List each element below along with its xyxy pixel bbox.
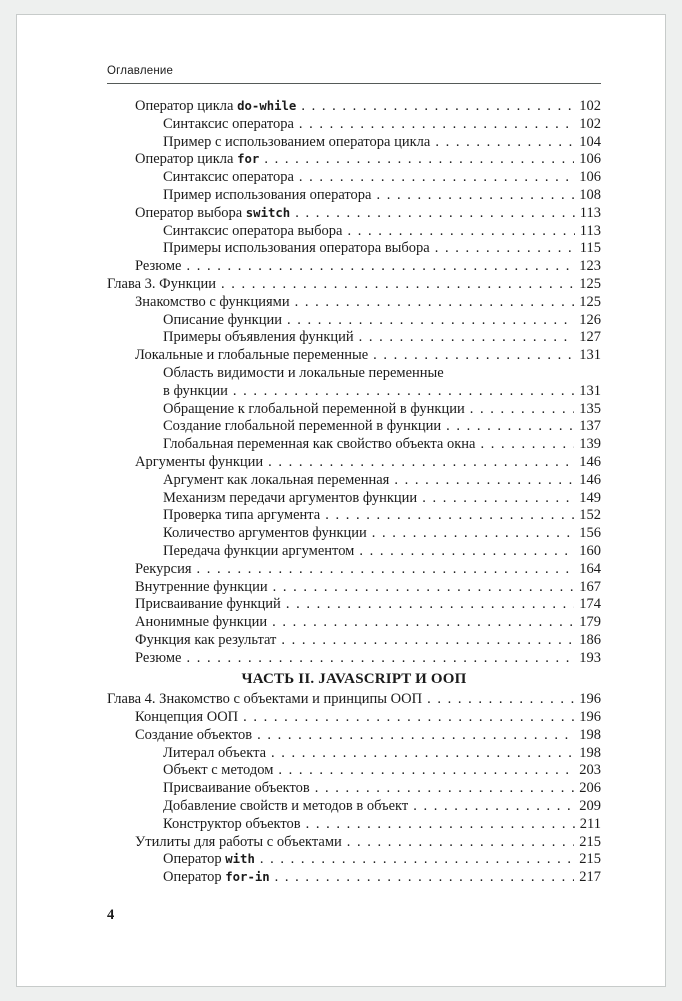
toc-entry-page: 106 <box>579 151 601 168</box>
toc-entry-page: 193 <box>579 649 601 666</box>
page-footer <box>107 907 114 924</box>
toc-entry-page: 123 <box>579 258 601 275</box>
dot-leader <box>435 134 574 152</box>
toc-entry-title: Оператор выбора switch <box>135 204 291 221</box>
toc-entry-page: 174 <box>579 596 601 613</box>
toc-entry <box>107 169 601 187</box>
toc-entry <box>107 596 601 614</box>
toc-entry-page: 104 <box>579 133 601 150</box>
toc-entry-page: 198 <box>579 744 601 761</box>
dot-leader <box>435 240 575 258</box>
toc-entry <box>107 561 601 579</box>
dot-leader <box>243 709 574 727</box>
toc-entry <box>107 650 601 668</box>
toc-entry <box>107 205 601 223</box>
dot-leader <box>257 727 574 745</box>
toc-entry-page: 209 <box>579 798 601 815</box>
toc-entry-page: 206 <box>579 780 601 797</box>
running-head-title: Оглавление <box>107 65 174 77</box>
toc-entry-title: Механизм передачи аргументов функции <box>163 489 418 506</box>
toc-entry-title: Резюме <box>135 258 182 275</box>
dot-leader <box>271 745 574 763</box>
toc-entry <box>107 543 601 561</box>
toc-entry-title: Рекурсия <box>135 560 192 577</box>
toc-entry-page: 211 <box>579 815 601 832</box>
toc-entry-title: Присваивание объектов <box>163 780 310 797</box>
toc-entry-title: Локальные и глобальные переменные <box>135 347 369 364</box>
toc-entry <box>107 834 601 852</box>
dot-leader <box>359 543 574 561</box>
dot-leader <box>273 579 575 597</box>
toc-entry <box>107 329 601 347</box>
toc-entry <box>107 312 601 330</box>
toc-entry-title: Синтаксис оператора выбора <box>163 222 343 239</box>
toc-entry <box>107 134 601 152</box>
toc-entry-page: 217 <box>579 869 601 886</box>
toc-entry-title: Конструктор объектов <box>163 815 301 832</box>
toc-entry-title: Добавление свойств и методов в объект <box>163 798 409 815</box>
toc-entry <box>107 780 601 798</box>
toc-entry-page: 160 <box>579 542 601 559</box>
toc-entry-page: 196 <box>579 709 601 726</box>
dot-leader <box>376 187 574 205</box>
toc-entry-title: Оператор for-in <box>163 869 270 886</box>
toc-entry-title: Проверка типа аргумента <box>163 507 321 524</box>
code-term: for-in <box>225 870 270 885</box>
toc-entry <box>107 98 601 116</box>
toc-entry-page: 167 <box>579 578 601 595</box>
toc-entry-title: Объект с методом <box>163 762 274 779</box>
toc-entry-title: Передача функции аргументом <box>163 542 355 559</box>
toc-entry-title: Оператор цикла do-while <box>135 98 297 114</box>
dot-leader <box>186 650 574 668</box>
toc-entry-title: Синтаксис оператора <box>163 169 294 186</box>
toc-entry <box>107 383 601 401</box>
dot-leader <box>197 561 575 579</box>
toc-entry <box>107 258 601 276</box>
dot-leader <box>422 490 574 508</box>
toc-entry <box>107 116 601 134</box>
toc-entry <box>107 709 601 727</box>
dot-leader <box>286 596 574 614</box>
toc-entry-page: 125 <box>579 293 601 310</box>
toc-entry-title: Описание функции <box>163 311 282 328</box>
dot-leader <box>446 418 574 436</box>
toc-entry <box>107 151 601 169</box>
code-term: do-while <box>237 99 297 113</box>
toc-entry <box>107 869 601 887</box>
dot-leader <box>394 472 574 490</box>
toc-entry-page: 215 <box>579 833 601 850</box>
toc-entry-title: Количество аргументов функции <box>163 525 367 542</box>
toc-entry-page: 131 <box>579 382 601 399</box>
toc-entry-page: 126 <box>579 311 601 328</box>
toc-entry-page: 135 <box>579 400 601 417</box>
code-term: switch <box>245 205 291 220</box>
part-heading: ЧАСТЬ II. JAVASCRIPT И ООП <box>241 670 467 687</box>
dot-leader <box>264 151 574 169</box>
toc-entry-title: Создание объектов <box>135 726 253 743</box>
toc-entry-page: 203 <box>579 762 601 779</box>
toc-entry <box>107 454 601 472</box>
toc-entry-title: Литерал объекта <box>163 744 267 761</box>
toc-entry <box>107 187 601 205</box>
toc-entry <box>107 579 601 597</box>
toc-entry <box>107 294 601 312</box>
toc-entry-title: Глобальная переменная как свойство объекта окна <box>163 436 476 453</box>
toc-entry <box>107 472 601 490</box>
toc-entry <box>107 436 601 454</box>
toc-entry-page: 102 <box>579 115 601 132</box>
toc-entry-page: 127 <box>579 329 601 346</box>
toc-entry <box>107 745 601 763</box>
toc-entry-title: Функция как результат <box>135 631 277 648</box>
toc-entry-page: 139 <box>579 436 601 453</box>
toc-entry-page: 146 <box>579 471 601 488</box>
toc-entry <box>107 851 601 869</box>
dot-leader <box>372 525 574 543</box>
running-head <box>107 65 601 77</box>
dot-leader <box>315 780 575 798</box>
toc-entry-page: 137 <box>579 418 601 435</box>
page-number: 4 <box>107 907 115 923</box>
toc-entry-title: Внутренние функции <box>135 578 268 595</box>
toc-entry-title: Аргументы функции <box>135 453 264 470</box>
toc-entry <box>107 490 601 508</box>
dot-leader <box>373 347 574 365</box>
dot-leader <box>260 851 574 869</box>
toc-entry <box>107 276 601 294</box>
dot-leader <box>295 294 575 312</box>
toc-entry <box>107 240 601 258</box>
toc-entry-title: Пример использования оператора <box>163 186 372 203</box>
dot-leader <box>427 691 574 709</box>
toc-entry-page: 146 <box>579 453 601 470</box>
dot-leader <box>299 116 574 134</box>
toc-entry <box>107 614 601 632</box>
dot-leader <box>413 798 574 816</box>
dot-leader <box>275 869 575 887</box>
toc-entry-page: 113 <box>579 204 601 221</box>
toc-entry <box>107 632 601 650</box>
dot-leader <box>233 383 574 401</box>
toc-entry-page: 131 <box>579 347 601 364</box>
header-rule <box>107 83 601 84</box>
toc-entry <box>107 727 601 745</box>
toc-list <box>107 98 601 887</box>
toc-entry-continued <box>107 365 601 383</box>
toc-entry-title: Аргумент как локальная переменная <box>163 471 390 488</box>
book-page <box>16 14 666 987</box>
toc-entry-page: 125 <box>579 275 601 292</box>
dot-leader <box>186 258 574 276</box>
toc-entry-title: Утилиты для работы с объектами <box>135 833 342 850</box>
dot-leader <box>347 223 574 241</box>
toc-entry-title: Синтаксис оператора <box>163 115 294 132</box>
toc-entry-title: Знакомство с функциями <box>135 293 290 310</box>
toc-entry-page: 179 <box>579 614 601 631</box>
toc-entry-page: 156 <box>579 525 601 542</box>
toc-entry-page: 164 <box>579 560 601 577</box>
toc-entry-page: 198 <box>579 726 601 743</box>
toc-entry-title: в функции <box>163 382 228 399</box>
toc-entry-page: 215 <box>579 851 601 868</box>
toc-entry-page: 113 <box>579 222 601 239</box>
toc-entry-page: 106 <box>579 169 601 186</box>
toc-entry-title: Присваивание функций <box>135 596 281 613</box>
toc-entry <box>107 798 601 816</box>
toc-entry-title: Анонимные функции <box>135 614 268 631</box>
toc-entry <box>107 418 601 436</box>
toc-entry <box>107 223 601 241</box>
dot-leader <box>306 816 575 834</box>
toc-entry-title: Оператор with <box>163 851 255 868</box>
toc-entry-title: Глава 3. Функции <box>107 275 216 292</box>
toc-entry <box>107 816 601 834</box>
toc-entry-title: Концепция ООП <box>135 709 239 726</box>
toc-entry-title: Пример с использованием оператора цикла <box>163 133 431 150</box>
toc-entry-title: Резюме <box>135 649 182 666</box>
toc-entry-page: 186 <box>579 631 601 648</box>
dot-leader <box>272 614 574 632</box>
toc-entry-title: Область видимости и локальные переменные <box>163 364 444 381</box>
dot-leader <box>299 169 574 187</box>
toc-entry <box>107 691 601 709</box>
toc-entry-page: 108 <box>579 186 601 203</box>
code-term: for <box>237 152 260 167</box>
dot-leader <box>278 762 574 780</box>
toc-entry <box>107 525 601 543</box>
toc-entry <box>107 762 601 780</box>
toc-entry <box>107 401 601 419</box>
dot-leader <box>480 436 574 454</box>
dot-leader <box>301 98 574 116</box>
dot-leader <box>470 401 574 419</box>
dot-leader <box>268 454 574 472</box>
toc-entry <box>107 507 601 525</box>
dot-leader <box>287 312 574 330</box>
dot-leader <box>325 507 574 525</box>
toc-entry-title: Примеры использования оператора выбора <box>163 240 430 257</box>
dot-leader <box>281 632 574 650</box>
toc-entry-page: 102 <box>579 98 601 114</box>
toc-entry <box>107 347 601 365</box>
toc-entry-page: 152 <box>579 507 601 524</box>
dot-leader <box>359 329 575 347</box>
toc-entry-page: 149 <box>579 489 601 506</box>
dot-leader <box>221 276 574 294</box>
dot-leader <box>347 834 574 852</box>
toc-entry-page: 196 <box>579 691 601 708</box>
toc-entry-title: Оператор цикла for <box>135 151 260 168</box>
code-term: with <box>225 852 255 867</box>
dot-leader <box>295 205 575 223</box>
toc-entry-page: 115 <box>579 240 601 257</box>
toc-entry-title: Примеры объявления функций <box>163 329 354 346</box>
toc-entry-title: Глава 4. Знакомство с объектами и принципы ООП <box>107 691 423 708</box>
toc-entry-title: Обращение к глобальной переменной в функции <box>163 400 465 417</box>
toc-entry-title: Создание глобальной переменной в функции <box>163 418 442 435</box>
